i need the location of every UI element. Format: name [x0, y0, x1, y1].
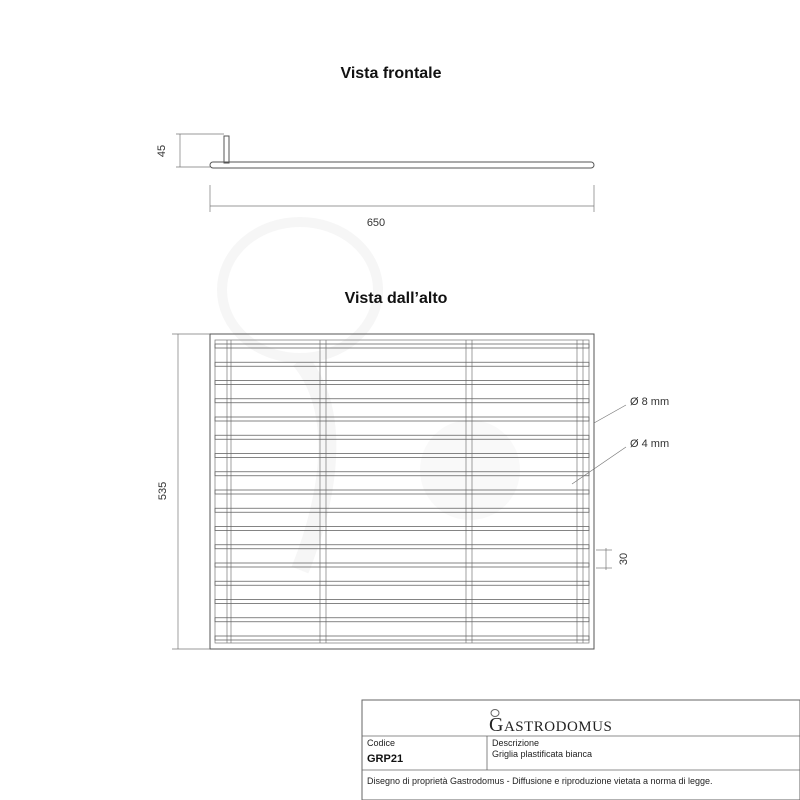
cross-bar: [215, 490, 589, 494]
cross-bars: [215, 344, 589, 640]
description-value: Griglia plastificata bianca: [492, 749, 593, 759]
outer-frame: [210, 334, 594, 649]
title-block: [362, 700, 800, 800]
cross-bar: [215, 399, 589, 403]
cross-bar: [215, 581, 589, 585]
code-label: Codice: [367, 738, 396, 748]
cross-bar: [215, 618, 589, 622]
depth-dim-label: 535: [157, 481, 169, 501]
cross-bar: [215, 636, 589, 640]
description-label: Descrizione: [492, 738, 540, 748]
cross-bar: [215, 563, 589, 567]
width-dim-label: 650: [366, 217, 386, 229]
cross-bar: [215, 417, 589, 421]
cross-bar: [215, 472, 589, 476]
longitudinal-rods: [227, 340, 583, 643]
cross-bar: [215, 362, 589, 366]
brand-rest: ASTRODOMUS: [503, 719, 613, 735]
code-value: GRP21: [367, 753, 404, 765]
pitch-dim-label: 30: [618, 552, 630, 566]
top-view-title: Vista dall’alto: [344, 290, 448, 307]
inner-frame: [215, 340, 589, 643]
cross-bar: [215, 344, 589, 348]
front-view: [156, 134, 594, 229]
cross-bar: [215, 454, 589, 458]
wire-outer-leader: [594, 405, 626, 423]
front-post: [224, 136, 229, 163]
height-dim-label: 45: [156, 144, 168, 158]
front-view-title: Vista frontale: [340, 65, 442, 82]
footer-note: Disegno di proprietà Gastrodomus - Diffusione e riproduzione vietata a norma di legge.: [367, 776, 713, 786]
wire-outer-label: Ø 8 mm: [630, 396, 670, 408]
wire-inner-leader: [572, 447, 626, 484]
cross-bar: [215, 600, 589, 604]
cross-bar: [215, 545, 589, 549]
cross-bar: [215, 381, 589, 385]
front-grid-profile: [210, 162, 594, 168]
brand-initial: G: [489, 714, 504, 736]
top-view: [157, 334, 669, 649]
wire-inner-label: Ø 4 mm: [630, 438, 670, 450]
cross-bar: [215, 435, 589, 439]
cross-bar: [215, 527, 589, 531]
cross-bar: [215, 508, 589, 512]
watermark-logo: [222, 222, 520, 570]
